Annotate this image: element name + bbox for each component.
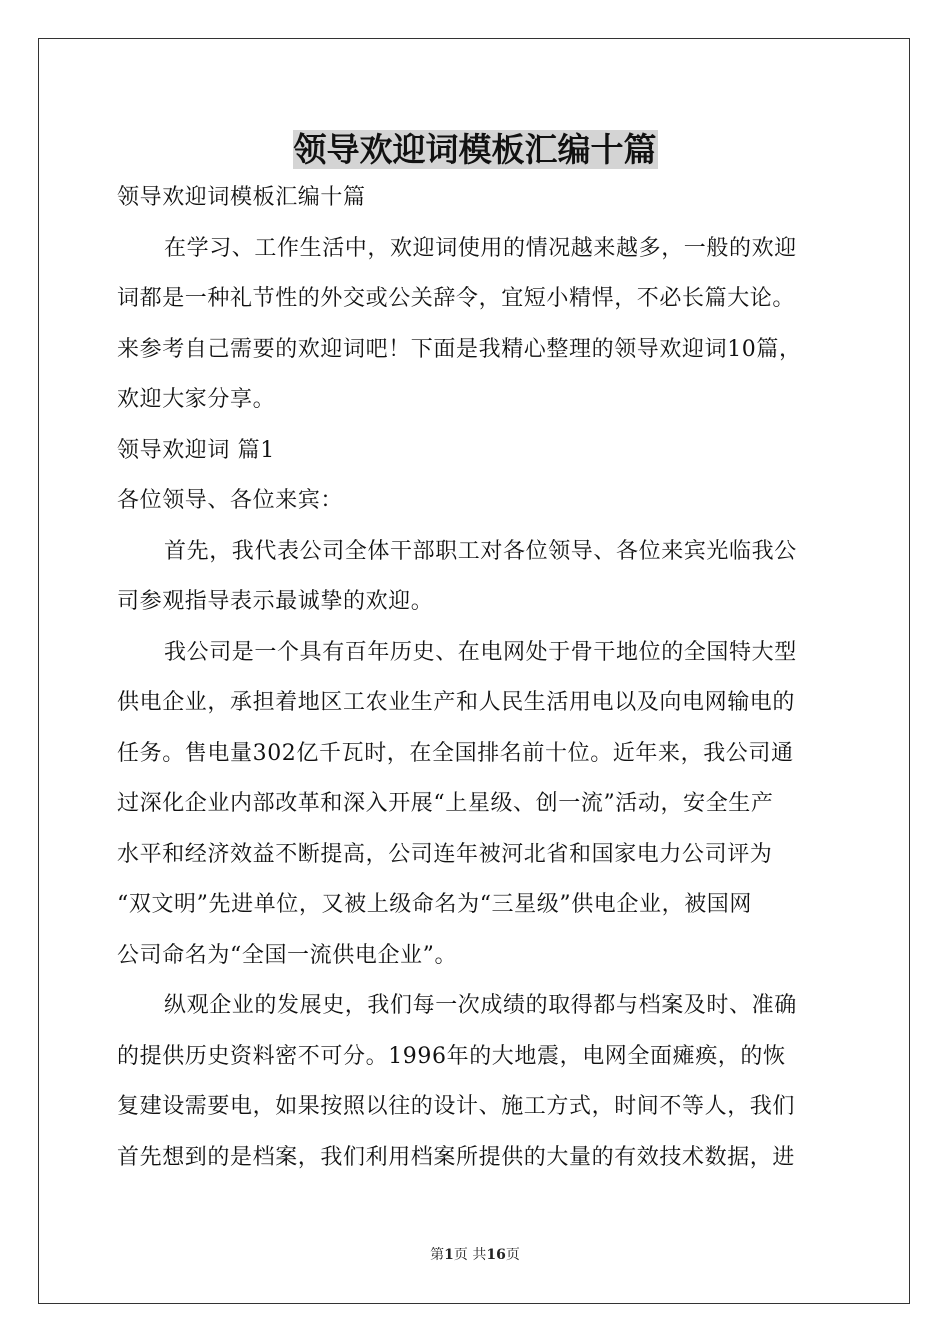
body-line: 复建设需要电，如果按照以往的设计、施工方式，时间不等人，我们	[117, 1094, 796, 1119]
footer-prefix: 第	[430, 1247, 445, 1263]
footer-current-page: 1	[444, 1247, 454, 1263]
body-line: 词都是一种礼节性的外交或公关辞令，宜短小精悍，不必长篇大论。	[117, 286, 796, 311]
body-line: 的提供历史资料密不可分。1996年的大地震，电网全面瘫痪，的恢	[117, 1043, 786, 1069]
salutation: 各位领导、各位来宾：	[117, 488, 344, 513]
footer-mid: 页 共	[453, 1247, 487, 1263]
body-line: 领导欢迎词模板汇编十篇	[117, 185, 366, 210]
body-line: 过深化企业内部改革和深入开展“上星级、创一流”活动，安全生产	[117, 791, 774, 816]
body-line: 司参观指导表示最诚挚的欢迎。	[117, 589, 434, 614]
body-line: 来参考自己需要的欢迎词吧！下面是我精心整理的领导欢迎词10篇，	[117, 336, 802, 362]
body-line: 任务。售电量302亿千瓦时，在全国排名前十位。近年来，我公司通	[117, 740, 794, 766]
body-line: 我公司是一个具有百年历史、在电网处于骨干地位的全国特大型	[164, 639, 797, 665]
body-line: 公司命名为“全国一流供电企业”。	[117, 942, 458, 968]
document-title	[0, 124, 950, 176]
section-heading: 领导欢迎词 篇1	[117, 437, 275, 463]
body-line: 水平和经济效益不断提高，公司连年被河北省和国家电力公司评为	[117, 841, 773, 867]
document-title-text: 领导欢迎词模板汇编十篇	[293, 130, 657, 169]
page-footer	[0, 1245, 950, 1265]
body-line: 在学习、工作生活中，欢迎词使用的情况越来越多，一般的欢迎	[164, 235, 797, 261]
body-line: 首先想到的是档案，我们利用档案所提供的大量的有效技术数据，进	[117, 1144, 796, 1170]
document-body	[117, 173, 837, 1183]
body-line: 纵观企业的发展史，我们每一次成绩的取得都与档案及时、准确	[164, 993, 797, 1018]
body-line: 供电企业，承担着地区工农业生产和人民生活用电以及向电网输电的	[117, 690, 796, 715]
body-line: 欢迎大家分享。	[117, 387, 276, 412]
footer-total-pages: 16	[486, 1247, 506, 1263]
footer-suffix: 页	[505, 1247, 520, 1263]
body-line: “双文明”先进单位，又被上级命名为“三星级”供电企业，被国网	[117, 892, 752, 917]
body-line: 首先，我代表公司全体干部职工对各位领导、各位来宾光临我公	[164, 538, 797, 564]
